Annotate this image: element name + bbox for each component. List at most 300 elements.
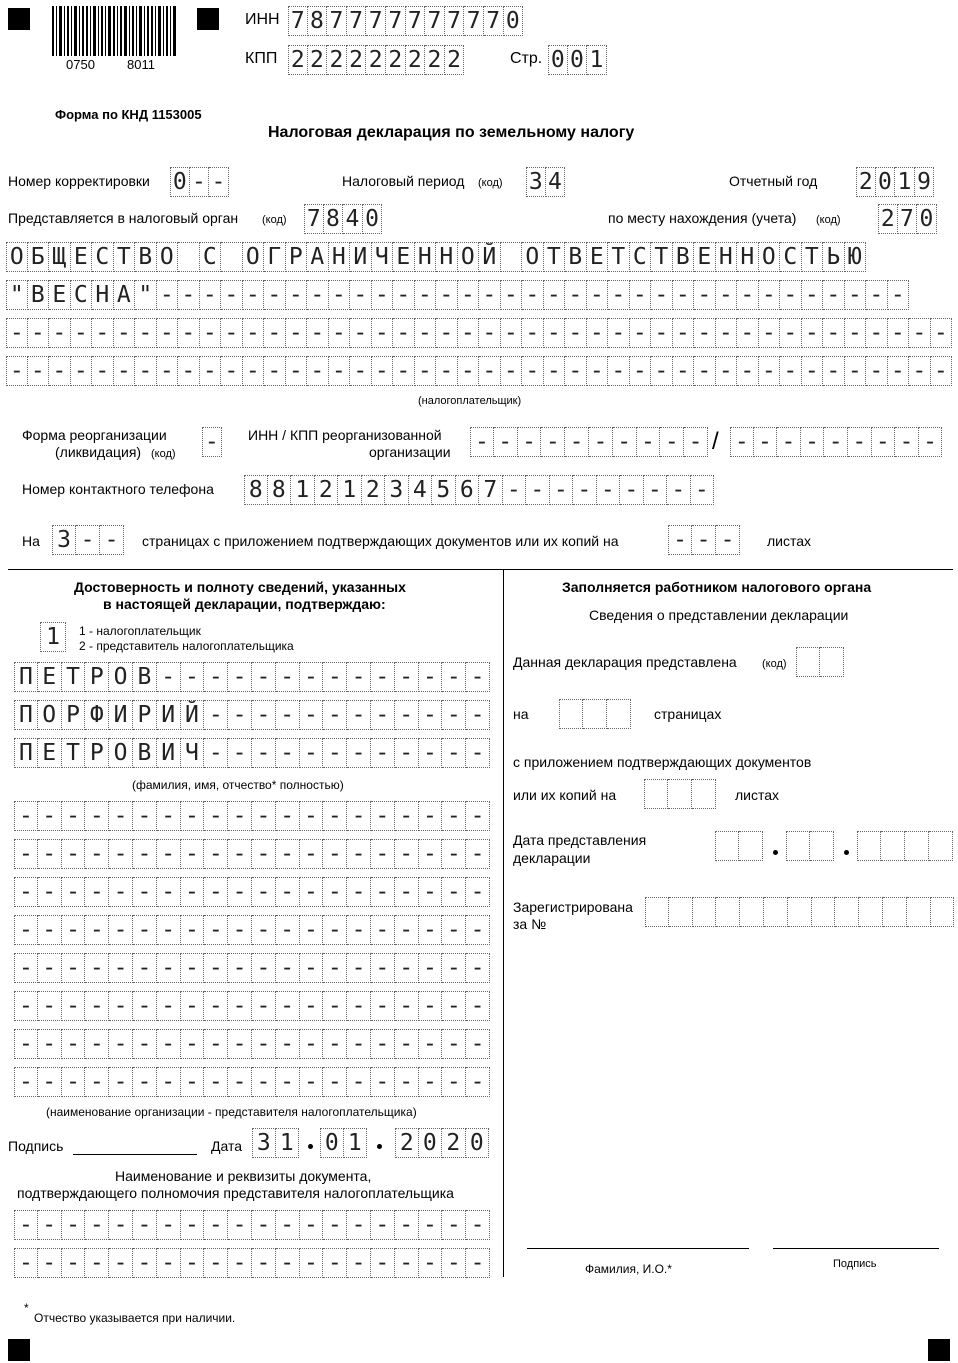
form-cell[interactable]: Т xyxy=(62,738,86,768)
form-cell[interactable]: 4 xyxy=(409,475,433,505)
form-cell[interactable]: О xyxy=(109,662,133,692)
org-line-5[interactable] xyxy=(14,953,490,983)
form-cell[interactable]: Е xyxy=(49,280,71,310)
reorg-inn-cells[interactable] xyxy=(470,427,708,457)
form-cell[interactable]: - xyxy=(637,427,661,457)
form-cell[interactable]: - xyxy=(181,1067,205,1097)
form-cell[interactable]: - xyxy=(221,280,243,310)
form-cell[interactable]: - xyxy=(323,1210,347,1240)
form-cell[interactable]: В xyxy=(28,280,50,310)
form-cell[interactable]: - xyxy=(71,318,93,348)
form-cell[interactable]: - xyxy=(673,356,695,386)
form-cell[interactable]: Ч xyxy=(372,242,394,272)
form-cell[interactable]: - xyxy=(300,662,324,692)
form-cell[interactable]: - xyxy=(372,280,394,310)
form-cell[interactable]: - xyxy=(228,1029,252,1059)
form-cell[interactable]: О xyxy=(458,242,480,272)
form-cell[interactable]: " xyxy=(135,280,157,310)
form-cell[interactable]: - xyxy=(14,839,38,869)
form-cell[interactable]: - xyxy=(157,662,181,692)
form-cell[interactable] xyxy=(740,897,764,927)
form-cell[interactable]: - xyxy=(608,280,630,310)
form-cell[interactable]: - xyxy=(14,1029,38,1059)
form-cell[interactable]: - xyxy=(823,280,845,310)
form-cell[interactable]: - xyxy=(85,1210,109,1240)
form-cell[interactable]: 2 xyxy=(308,45,328,75)
form-cell[interactable]: - xyxy=(109,1029,133,1059)
form-cell[interactable]: - xyxy=(323,1029,347,1059)
form-cell[interactable]: - xyxy=(157,839,181,869)
form-cell[interactable]: - xyxy=(228,738,252,768)
form-cell[interactable]: - xyxy=(522,356,544,386)
form-cell[interactable]: 7 xyxy=(347,6,367,36)
form-cell[interactable]: 7 xyxy=(898,204,918,234)
form-cell[interactable]: - xyxy=(157,877,181,907)
form-cell[interactable]: - xyxy=(466,1248,490,1278)
form-cell[interactable]: - xyxy=(565,318,587,348)
taxpayer-line-1[interactable] xyxy=(6,242,866,272)
form-cell[interactable]: Т xyxy=(62,662,86,692)
form-cell[interactable]: - xyxy=(466,738,490,768)
form-cell[interactable]: - xyxy=(442,991,466,1021)
form-cell[interactable]: - xyxy=(228,991,252,1021)
form-cell[interactable]: - xyxy=(419,738,443,768)
submit-day-cells[interactable] xyxy=(715,831,763,861)
form-cell[interactable]: - xyxy=(845,318,867,348)
form-cell[interactable]: - xyxy=(300,839,324,869)
form-cell[interactable]: - xyxy=(181,839,205,869)
form-cell[interactable]: - xyxy=(276,991,300,1021)
form-cell[interactable]: - xyxy=(228,700,252,730)
form-cell[interactable]: - xyxy=(157,953,181,983)
form-cell[interactable]: - xyxy=(347,839,371,869)
form-cell[interactable] xyxy=(881,831,905,861)
form-cell[interactable]: - xyxy=(458,318,480,348)
form-cell[interactable]: - xyxy=(228,662,252,692)
form-cell[interactable]: - xyxy=(252,1029,276,1059)
form-cell[interactable]: - xyxy=(200,356,222,386)
form-cell[interactable]: 1 xyxy=(291,475,315,505)
form-cell[interactable]: - xyxy=(323,953,347,983)
form-cell[interactable]: - xyxy=(395,877,419,907)
form-cell[interactable]: - xyxy=(660,427,684,457)
form-cell[interactable]: - xyxy=(329,318,351,348)
form-cell[interactable]: - xyxy=(442,877,466,907)
form-cell[interactable] xyxy=(559,699,583,729)
form-cell[interactable]: - xyxy=(909,318,931,348)
form-cell[interactable]: - xyxy=(276,1067,300,1097)
form-cell[interactable]: - xyxy=(716,280,738,310)
form-cell[interactable]: - xyxy=(252,700,276,730)
form-cell[interactable]: Р xyxy=(286,242,308,272)
form-cell[interactable]: - xyxy=(466,991,490,1021)
form-cell[interactable]: - xyxy=(243,318,265,348)
form-cell[interactable]: - xyxy=(133,839,157,869)
form-cell[interactable]: Н xyxy=(329,242,351,272)
form-cell[interactable]: 1 xyxy=(895,167,915,197)
date-year-cells[interactable] xyxy=(395,1128,489,1158)
form-cell[interactable]: - xyxy=(204,839,228,869)
form-cell[interactable]: - xyxy=(135,356,157,386)
form-cell[interactable]: - xyxy=(252,877,276,907)
form-cell[interactable]: - xyxy=(759,318,781,348)
form-cell[interactable]: - xyxy=(38,953,62,983)
form-cell[interactable]: - xyxy=(931,318,953,348)
form-cell[interactable]: - xyxy=(442,839,466,869)
form-cell[interactable]: - xyxy=(300,801,324,831)
form-cell[interactable]: - xyxy=(888,356,910,386)
form-cell[interactable]: - xyxy=(888,280,910,310)
form-cell[interactable]: - xyxy=(276,1210,300,1240)
form-cell[interactable]: - xyxy=(200,280,222,310)
form-cell[interactable]: - xyxy=(716,356,738,386)
form-cell[interactable]: Р xyxy=(85,662,109,692)
form-cell[interactable]: В xyxy=(673,242,695,272)
form-cell[interactable]: Ф xyxy=(85,700,109,730)
form-cell[interactable]: - xyxy=(371,700,395,730)
form-cell[interactable]: - xyxy=(395,991,419,1021)
fio-line-3[interactable] xyxy=(14,738,490,768)
form-cell[interactable]: - xyxy=(651,280,673,310)
form-cell[interactable]: - xyxy=(802,318,824,348)
form-cell[interactable]: - xyxy=(395,915,419,945)
form-cell[interactable] xyxy=(716,897,740,927)
inn-cells[interactable] xyxy=(288,6,523,36)
org-line-8[interactable] xyxy=(14,1067,490,1097)
form-cell[interactable]: 0 xyxy=(363,204,383,234)
form-cell[interactable]: 2 xyxy=(288,45,308,75)
form-cell[interactable]: - xyxy=(228,915,252,945)
form-cell[interactable]: - xyxy=(252,839,276,869)
form-cell[interactable]: - xyxy=(264,356,286,386)
form-cell[interactable]: - xyxy=(276,915,300,945)
form-cell[interactable]: - xyxy=(848,427,872,457)
form-cell[interactable]: - xyxy=(38,839,62,869)
form-cell[interactable]: - xyxy=(14,801,38,831)
form-cell[interactable]: - xyxy=(737,318,759,348)
form-cell[interactable]: - xyxy=(372,356,394,386)
form-cell[interactable]: Й xyxy=(479,242,501,272)
form-cell[interactable]: Й xyxy=(181,700,205,730)
form-cell[interactable]: - xyxy=(716,525,740,555)
form-cell[interactable]: 2 xyxy=(878,204,898,234)
form-cell[interactable]: 2 xyxy=(395,1128,419,1158)
form-cell[interactable]: - xyxy=(823,318,845,348)
form-cell[interactable]: - xyxy=(436,280,458,310)
form-cell[interactable]: - xyxy=(501,280,523,310)
form-cell[interactable]: 1 xyxy=(344,1128,368,1158)
form-cell[interactable]: - xyxy=(544,318,566,348)
form-cell[interactable]: - xyxy=(347,953,371,983)
form-cell[interactable]: - xyxy=(395,738,419,768)
form-cell[interactable]: - xyxy=(38,877,62,907)
form-cell[interactable]: - xyxy=(252,1210,276,1240)
form-cell[interactable]: - xyxy=(587,280,609,310)
form-cell[interactable]: - xyxy=(109,801,133,831)
form-cell[interactable]: - xyxy=(651,356,673,386)
form-cell[interactable]: - xyxy=(62,839,86,869)
form-cell[interactable]: - xyxy=(419,1210,443,1240)
form-cell[interactable]: 7 xyxy=(406,6,426,36)
form-cell[interactable]: - xyxy=(501,318,523,348)
form-cell[interactable]: - xyxy=(526,475,550,505)
form-cell[interactable]: - xyxy=(442,1029,466,1059)
form-cell[interactable]: - xyxy=(503,475,527,505)
form-cell[interactable]: - xyxy=(544,280,566,310)
form-cell[interactable]: - xyxy=(300,1210,324,1240)
form-cell[interactable]: - xyxy=(14,915,38,945)
form-cell[interactable]: - xyxy=(204,1210,228,1240)
form-cell[interactable]: Е xyxy=(38,662,62,692)
form-cell[interactable]: - xyxy=(347,1029,371,1059)
form-cell[interactable]: - xyxy=(494,427,518,457)
form-cell[interactable]: - xyxy=(190,167,210,197)
form-cell[interactable] xyxy=(929,831,953,861)
form-cell[interactable]: Е xyxy=(694,242,716,272)
form-cell[interactable]: - xyxy=(436,356,458,386)
form-cell[interactable]: - xyxy=(14,991,38,1021)
form-cell[interactable]: 2 xyxy=(315,475,339,505)
form-cell[interactable]: - xyxy=(228,801,252,831)
form-cell[interactable]: - xyxy=(133,1210,157,1240)
form-cell[interactable]: - xyxy=(393,280,415,310)
form-cell[interactable]: - xyxy=(62,1210,86,1240)
form-cell[interactable]: - xyxy=(204,877,228,907)
form-cell[interactable]: 7 xyxy=(464,6,484,36)
form-cell[interactable]: - xyxy=(114,318,136,348)
form-cell[interactable]: - xyxy=(888,318,910,348)
form-cell[interactable]: И xyxy=(109,700,133,730)
form-cell[interactable]: 3 xyxy=(526,167,546,197)
org-line-2[interactable] xyxy=(14,839,490,869)
form-cell[interactable]: - xyxy=(252,915,276,945)
location-cells[interactable] xyxy=(878,204,937,234)
form-cell[interactable] xyxy=(739,831,763,861)
form-cell[interactable] xyxy=(692,779,716,809)
correction-cells[interactable] xyxy=(170,167,229,197)
form-cell[interactable]: - xyxy=(276,1248,300,1278)
form-cell[interactable]: 9 xyxy=(915,167,935,197)
form-cell[interactable]: - xyxy=(550,475,574,505)
form-cell[interactable]: - xyxy=(442,915,466,945)
form-cell[interactable]: - xyxy=(395,953,419,983)
form-cell[interactable]: - xyxy=(200,318,222,348)
form-cell[interactable]: - xyxy=(300,1067,324,1097)
form-cell[interactable]: Е xyxy=(393,242,415,272)
form-cell[interactable]: О xyxy=(243,242,265,272)
form-cell[interactable] xyxy=(583,699,607,729)
form-cell[interactable]: Ю xyxy=(845,242,867,272)
form-cell[interactable] xyxy=(178,242,200,272)
form-cell[interactable]: - xyxy=(479,318,501,348)
form-cell[interactable]: - xyxy=(276,877,300,907)
form-cell[interactable]: И xyxy=(157,738,181,768)
form-cell[interactable]: - xyxy=(276,801,300,831)
form-cell[interactable]: - xyxy=(133,1067,157,1097)
form-cell[interactable]: - xyxy=(204,662,228,692)
form-cell[interactable]: - xyxy=(85,877,109,907)
form-cell[interactable] xyxy=(669,897,693,927)
form-cell[interactable]: - xyxy=(371,991,395,1021)
form-cell[interactable]: - xyxy=(157,991,181,1021)
form-cell[interactable]: - xyxy=(14,953,38,983)
form-cell[interactable]: - xyxy=(133,1248,157,1278)
form-cell[interactable]: И xyxy=(350,242,372,272)
form-cell[interactable]: - xyxy=(419,1067,443,1097)
form-cell[interactable]: О xyxy=(522,242,544,272)
form-cell[interactable]: - xyxy=(371,801,395,831)
form-cell[interactable] xyxy=(931,897,955,927)
form-cell[interactable]: 3 xyxy=(252,1128,276,1158)
pages-cells[interactable] xyxy=(52,525,124,555)
form-cell[interactable]: - xyxy=(264,318,286,348)
form-cell[interactable]: 0 xyxy=(504,6,524,36)
form-cell[interactable] xyxy=(607,699,631,729)
date-month-cells[interactable] xyxy=(320,1128,367,1158)
form-cell[interactable]: - xyxy=(157,356,179,386)
form-cell[interactable]: - xyxy=(395,1029,419,1059)
taxpayer-line-2[interactable] xyxy=(6,280,909,310)
form-cell[interactable]: - xyxy=(694,356,716,386)
form-cell[interactable]: - xyxy=(684,427,708,457)
form-cell[interactable]: Т xyxy=(608,242,630,272)
form-cell[interactable]: - xyxy=(419,839,443,869)
form-cell[interactable]: - xyxy=(651,318,673,348)
form-cell[interactable]: - xyxy=(181,1210,205,1240)
form-cell[interactable]: 7 xyxy=(327,6,347,36)
officer-sign-line[interactable] xyxy=(773,1248,939,1249)
form-cell[interactable]: - xyxy=(737,356,759,386)
form-cell[interactable]: - xyxy=(76,525,100,555)
org-line-1[interactable] xyxy=(14,801,490,831)
kpp-cells[interactable] xyxy=(288,45,464,75)
form-cell[interactable]: - xyxy=(202,427,222,457)
form-cell[interactable]: - xyxy=(597,475,621,505)
org-line-4[interactable] xyxy=(14,915,490,945)
form-cell[interactable]: - xyxy=(300,877,324,907)
form-cell[interactable]: - xyxy=(371,662,395,692)
form-cell[interactable]: - xyxy=(347,738,371,768)
form-cell[interactable]: - xyxy=(252,953,276,983)
form-cell[interactable]: - xyxy=(673,280,695,310)
form-cell[interactable]: - xyxy=(157,1210,181,1240)
form-cell[interactable]: П xyxy=(14,700,38,730)
reg-number-cells[interactable] xyxy=(645,897,954,927)
form-cell[interactable]: - xyxy=(85,1029,109,1059)
form-cell[interactable]: - xyxy=(157,318,179,348)
form-cell[interactable]: - xyxy=(587,318,609,348)
form-cell[interactable]: - xyxy=(178,356,200,386)
form-cell[interactable]: 1 xyxy=(587,45,607,75)
form-cell[interactable]: А xyxy=(307,242,329,272)
form-cell[interactable]: - xyxy=(92,318,114,348)
form-cell[interactable]: - xyxy=(300,1029,324,1059)
form-cell[interactable]: 2 xyxy=(425,45,445,75)
form-cell[interactable]: Ч xyxy=(181,738,205,768)
form-cell[interactable]: - xyxy=(587,356,609,386)
form-cell[interactable]: 2 xyxy=(362,475,386,505)
form-cell[interactable]: 3 xyxy=(52,525,76,555)
form-cell[interactable]: 4 xyxy=(546,167,566,197)
form-cell[interactable]: - xyxy=(931,356,953,386)
form-cell[interactable] xyxy=(883,897,907,927)
form-cell[interactable]: - xyxy=(252,662,276,692)
form-cell[interactable]: - xyxy=(38,1067,62,1097)
form-cell[interactable]: - xyxy=(157,801,181,831)
form-cell[interactable]: 0 xyxy=(548,45,568,75)
form-cell[interactable]: - xyxy=(442,1248,466,1278)
form-cell[interactable]: Б xyxy=(28,242,50,272)
form-cell[interactable]: - xyxy=(204,953,228,983)
form-cell[interactable]: - xyxy=(157,280,179,310)
form-cell[interactable]: - xyxy=(371,738,395,768)
submit-year-cells[interactable] xyxy=(857,831,953,861)
form-cell[interactable]: - xyxy=(109,1248,133,1278)
form-cell[interactable]: - xyxy=(466,801,490,831)
form-cell[interactable]: С xyxy=(200,242,222,272)
form-cell[interactable]: - xyxy=(415,318,437,348)
form-cell[interactable]: - xyxy=(565,280,587,310)
form-cell[interactable]: - xyxy=(329,356,351,386)
form-cell[interactable]: - xyxy=(38,1029,62,1059)
form-cell[interactable] xyxy=(668,779,692,809)
date-day-cells[interactable] xyxy=(252,1128,299,1158)
form-cell[interactable]: - xyxy=(243,356,265,386)
form-cell[interactable]: - xyxy=(323,991,347,1021)
form-cell[interactable]: - xyxy=(668,525,692,555)
form-cell[interactable]: И xyxy=(157,700,181,730)
form-cell[interactable]: 8 xyxy=(244,475,268,505)
form-cell[interactable]: О xyxy=(6,242,28,272)
form-cell[interactable]: - xyxy=(415,280,437,310)
form-cell[interactable] xyxy=(644,779,668,809)
reorg-form-cells[interactable] xyxy=(202,427,222,457)
form-cell[interactable] xyxy=(715,831,739,861)
form-cell[interactable]: - xyxy=(135,318,157,348)
form-cell[interactable]: С xyxy=(630,242,652,272)
form-cell[interactable] xyxy=(693,897,717,927)
form-cell[interactable]: - xyxy=(866,356,888,386)
form-cell[interactable]: - xyxy=(470,427,494,457)
form-cell[interactable]: - xyxy=(300,953,324,983)
form-cell[interactable]: - xyxy=(38,1210,62,1240)
form-cell[interactable]: - xyxy=(228,1067,252,1097)
form-cell[interactable]: - xyxy=(694,280,716,310)
form-cell[interactable]: - xyxy=(565,427,589,457)
form-cell[interactable]: - xyxy=(264,280,286,310)
fio-line-1[interactable] xyxy=(14,662,490,692)
org-line-6[interactable] xyxy=(14,991,490,1021)
form-cell[interactable]: - xyxy=(518,427,542,457)
form-cell[interactable]: 7 xyxy=(425,6,445,36)
form-cell[interactable]: - xyxy=(371,1067,395,1097)
form-cell[interactable]: - xyxy=(630,356,652,386)
form-cell[interactable]: - xyxy=(221,356,243,386)
doc-line-1[interactable] xyxy=(14,1210,490,1240)
form-cell[interactable]: - xyxy=(133,915,157,945)
form-cell[interactable]: - xyxy=(157,1248,181,1278)
form-cell[interactable]: - xyxy=(286,318,308,348)
form-cell[interactable]: - xyxy=(466,1029,490,1059)
form-cell[interactable]: - xyxy=(866,280,888,310)
form-cell[interactable]: - xyxy=(419,991,443,1021)
form-cell[interactable]: - xyxy=(286,280,308,310)
form-cell[interactable]: - xyxy=(419,801,443,831)
form-cell[interactable]: - xyxy=(754,427,778,457)
form-cell[interactable]: - xyxy=(608,318,630,348)
form-cell[interactable] xyxy=(812,897,836,927)
form-cell[interactable]: - xyxy=(133,991,157,1021)
